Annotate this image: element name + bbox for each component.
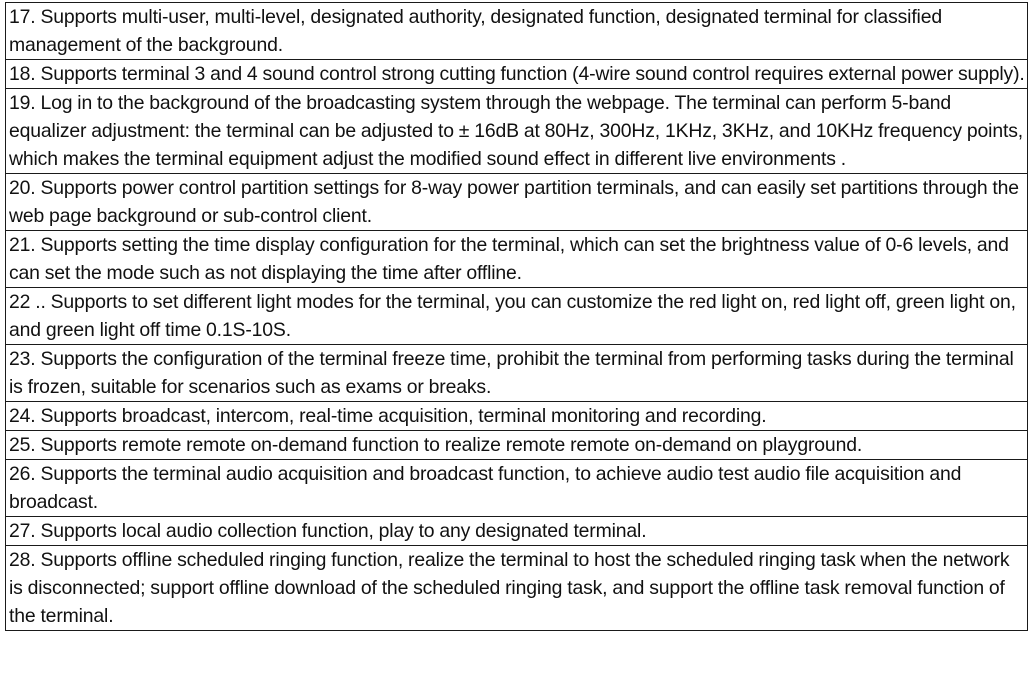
feature-item-28: 28. Supports offline scheduled ringing function, realize the terminal to host the scheduled ringing task when the network is disconnected; support offline download of the scheduled ringing task, and support the offline task removal function of the terminal. (6, 546, 1028, 631)
feature-item-27: 27. Supports local audio collection function, play to any designated terminal. (6, 517, 1028, 546)
feature-item-24: 24. Supports broadcast, intercom, real-time acquisition, terminal monitoring and recording. (6, 402, 1028, 431)
table-row (6, 174, 1028, 231)
table-row (6, 402, 1028, 431)
feature-spec-table-body (6, 3, 1028, 631)
feature-spec-table (5, 2, 1028, 631)
table-row (6, 546, 1028, 631)
table-row (6, 431, 1028, 460)
feature-item-21: 21. Supports setting the time display configuration for the terminal, which can set the brightness value of 0-6 levels, and can set the mode such as not displaying the time after offline. (6, 231, 1028, 288)
table-row (6, 231, 1028, 288)
table-row (6, 460, 1028, 517)
table-row (6, 288, 1028, 345)
feature-item-25: 25. Supports remote remote on-demand function to realize remote remote on-demand on playground. (6, 431, 1028, 460)
feature-item-20: 20. Supports power control partition settings for 8-way power partition terminals, and can easily set partitions through the web page background or sub-control client. (6, 174, 1028, 231)
table-row (6, 345, 1028, 402)
table-row (6, 89, 1028, 174)
table-row (6, 517, 1028, 546)
feature-item-18: 18. Supports terminal 3 and 4 sound control strong cutting function (4-wire sound control requires external power supply). (6, 60, 1028, 89)
feature-item-23: 23. Supports the configuration of the terminal freeze time, prohibit the terminal from performing tasks during the terminal is frozen, suitable for scenarios such as exams or breaks. (6, 345, 1028, 402)
feature-item-19: 19. Log in to the background of the broadcasting system through the webpage. The terminal can perform 5-band equalizer adjustment: the terminal can be adjusted to ± 16dB at 80Hz, 300Hz, 1KHz, 3KHz, and 10KHz frequency points, which makes the terminal equipment adjust the modified sound effect in different live environments . (6, 89, 1028, 174)
feature-item-22: 22 .. Supports to set different light modes for the terminal, you can customize the red light on, red light off, green light on, and green light off time 0.1S-10S. (6, 288, 1028, 345)
table-row (6, 3, 1028, 60)
table-row (6, 60, 1028, 89)
feature-item-17: 17. Supports multi-user, multi-level, designated authority, designated function, designated terminal for classified management of the background. (6, 3, 1028, 60)
feature-item-26: 26. Supports the terminal audio acquisition and broadcast function, to achieve audio test audio file acquisition and broadcast. (6, 460, 1028, 517)
